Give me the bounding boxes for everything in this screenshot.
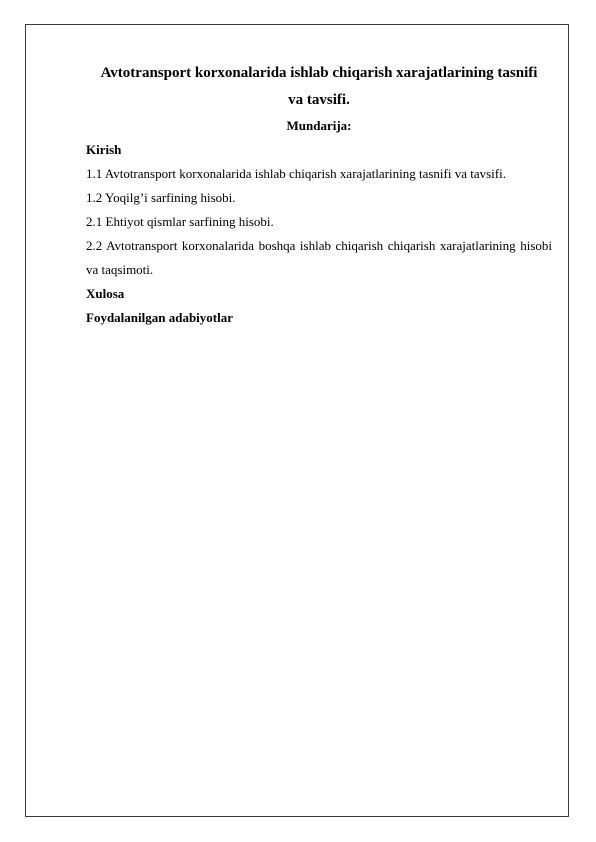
contents-heading: Mundarija: (286, 118, 352, 133)
table-of-contents (86, 138, 552, 330)
document-title-line-2: va tavsifi. (288, 92, 350, 108)
toc-item-2-2: 2.2 Avtotransport korxonalarida boshqa ishlab chiqarish chiqarish xarajatlarining hisobi va taqsimoti. (86, 238, 552, 277)
document-body (86, 60, 552, 330)
toc-item-1-1: 1.1 Avtotransport korxonalarida ishlab chiqarish xarajatlarining tasnifi va tavsifi. (86, 166, 506, 181)
toc-item-introduction: Kirish (86, 142, 122, 157)
document-title-line-1: Avtotransport korxonalarida ishlab chiqarish xarajatlarining tasnifi (100, 65, 538, 81)
toc-item-1-2: 1.2 Yoqilg’i sarfining hisobi. (86, 190, 236, 205)
toc-item-conclusion: Xulosa (86, 286, 125, 301)
toc-item-2-1: 2.1 Ehtiyot qismlar sarfining hisobi. (86, 214, 274, 229)
toc-item-references: Foydalanilgan adabiyotlar (86, 310, 233, 325)
